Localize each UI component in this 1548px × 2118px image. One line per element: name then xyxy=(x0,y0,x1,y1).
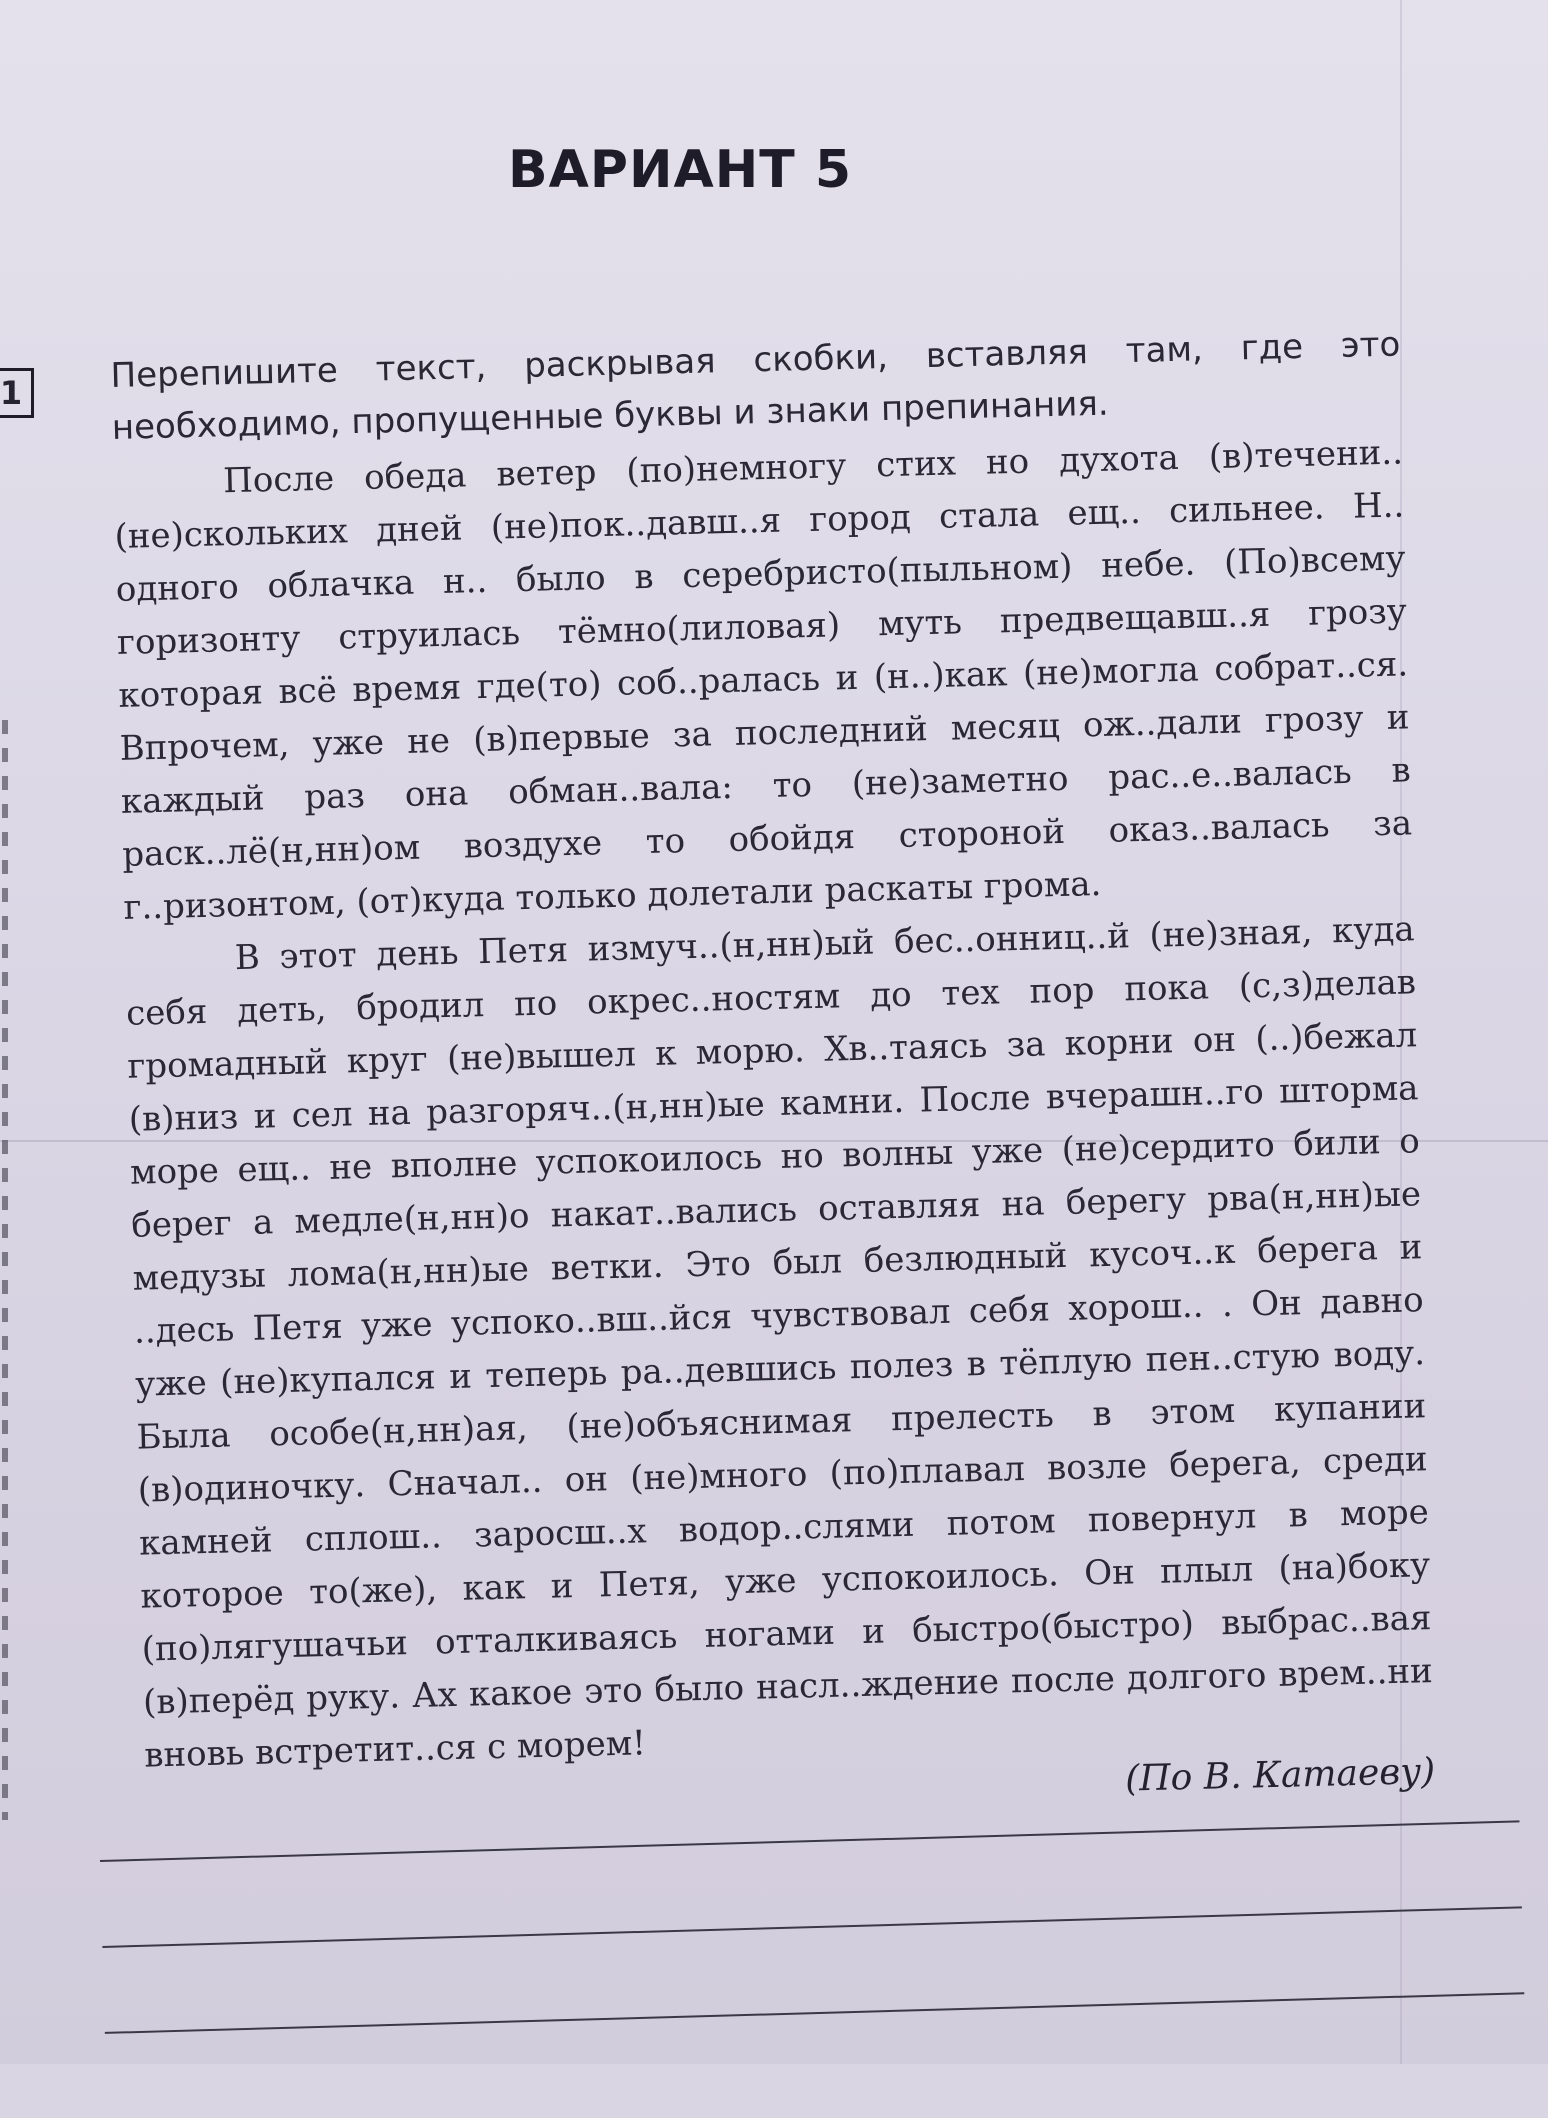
task-number-box: 1 xyxy=(0,368,34,418)
task-content xyxy=(110,318,1436,1823)
answer-line xyxy=(102,1906,1522,1948)
answer-line xyxy=(105,1992,1525,2034)
text-paragraph-1: После обеда ветер (по)немногу стих но духота (в)течени.. (не)скольких дней (не)пок..давш..я город стала ещ.. сильнее. Н.. одного облачка н.. было в серебристо(пыльном) небе. (По)всему горизонту струилась тёмно(лиловая) муть предвещавш..я грозу которая всё время где(то) соб..ралась и (н..)как (не)могла собрат..ся. Впрочем, уже не (в)первые за последний месяц ож..дали грозу и каждый раз она обман..вала: то (не)заметно рас..е..валась в раск..лё(н,нн)ом воздухе то обойдя стороной оказ..валась за г..ризонтом, (от)куда только долетали раскаты грома. xyxy=(114,432,1413,928)
answer-line xyxy=(100,1820,1520,1862)
variant-title: ВАРИАНТ 5 xyxy=(507,140,853,200)
text-paragraph-2: В этот день Петя измуч..(н,нн)ый бес..онниц..й (не)зная, куда себя деть, бродил по окрес..ностям до тех пор пока (с,з)делав громадный круг (не)вышел к морю. Хв..таясь за корни он (..)бежал (в)низ и сел на разгоряч..(н,нн)ые камни. После вчерашн..го шторма море ещ.. не вполне успокоилось но волны уже (не)сердито били о берег а медле(н,нн)о накат..вались оставляя на берегу рва(н,нн)ые медузы лома(н,нн)ые ветки. Это был безлюдный кусоч..к берега и ..десь Петя уже успоко..вш..йся чувствовал себя хорош.. . Он давно уже (не)купался и теперь ра..девшись полез в тёплую пен..стую воду. Была особе(н,нн)ая, (не)объяснимая прелесть в этом купании (в)одиночку. Сначал.. он (не)много (по)плавал возле берега, среди камней сплош.. заросш..х водор..слями потом повернул в море которое то(же), как и Петя, уже успокоилось. Он плыл (на)боку (по)лягушачьи отталкиваясь ногами и быстро(быстро) выбрас..вая (в)перёд руку. Ах какое это было насл..ждение после долгого врем..ни вновь встретит..ся с морем! xyxy=(125,909,1434,1776)
text-author: (По В. Катаеву) xyxy=(1124,1751,1436,1800)
cut-line-marks xyxy=(2,720,8,1820)
task-instruction: Перепишите текст, раскрывая скобки, вставляя там, где это необходимо, пропущенные буквы и знаки препинания. xyxy=(110,324,1401,448)
answer-lines xyxy=(100,1820,1527,2118)
